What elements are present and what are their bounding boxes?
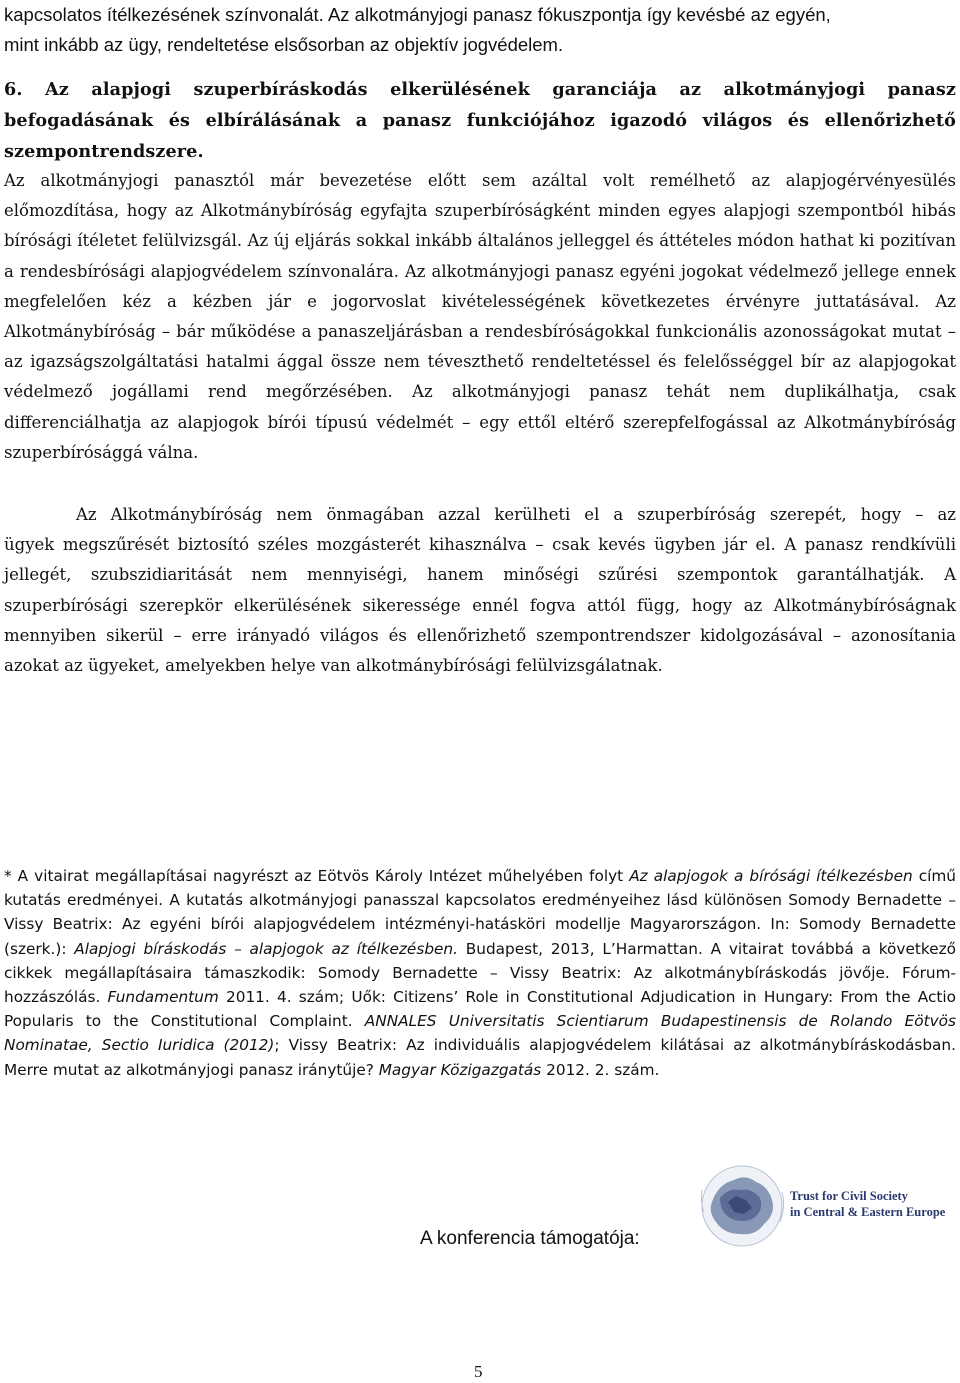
lead-line-2: mint inkább az ügy, rendeltetése elsősorban az objektív jogvédelem. — [4, 34, 564, 55]
footnote-text-2: című kutatás eredményei. A kutatás alkotmányjogi panasszal kapcsolatos eredményeihez lásd különösen Somody Bernadette – Vissy Beatrix: Az egyéni bírói alapjogvédelem intézményi-hatásköri modellje Magyarországon. In: Somody Bernadette (szerk.): — [4, 867, 956, 958]
logo-text — [790, 1188, 945, 1220]
footnote — [4, 864, 956, 1082]
footnote-italic-1: Az alapjogok a bírósági ítélkezésben — [629, 867, 913, 885]
footnote-text-4: 2011. 4. szám; Uők: Citizens’ Role in Constitutional Adjudication in Hungary: From the Actio Popularis to the Constitutional Complaint. — [4, 988, 956, 1031]
footnote-italic-5: Magyar Közigazgatás — [378, 1060, 542, 1079]
paragraph-2 — [4, 500, 956, 681]
footnote-italic-3: Fundamentum — [107, 988, 219, 1007]
logo-line-1: Trust for Civil Society — [790, 1189, 908, 1203]
lead-line-1: kapcsolatos ítélkezésének színvonalát. Az alkotmányjogi panasz fókuszpontja így kevésbé az egyén, — [4, 4, 831, 25]
logo-line-2: in Central & Eastern Europe — [790, 1205, 946, 1219]
section-heading: 6. Az alapjogi szuperbíráskodás elkerülésének garanciája az alkotmányjogi panasz befogadásának és elbírálásának a panasz funkciójához igazodó világos és ellenőrizhető szempontrendszere. — [4, 79, 956, 162]
footnote-italic-4: ANNALES Universitatis Scientiarum Budapestinensis de Rolando Eötvös Nominatae, Sectio Iuridica (2012) — [4, 1012, 956, 1055]
footnote-text-5: ; Vissy Beatrix: Az individuális alapjogvédelem kilátásai az alkotmánybíráskodásban. Merre mutat az alkotmányjogi panasz iránytűje? — [4, 1036, 956, 1079]
lead-text — [4, 0, 956, 60]
sponsor-label: A konferencia támogatója: — [420, 1228, 640, 1249]
footnote-italic-2: Alapjogi bíráskodás – alapjogok az ítélkezésben. — [74, 939, 458, 958]
footnote-text-6: 2012. 2. szám. — [541, 1060, 660, 1079]
page-number: 5 — [474, 1362, 483, 1381]
paragraph-1: Az alkotmányjogi panasztól már bevezetése előtt sem azáltal volt remélhető az alapjogérvényesülés előmozdítása, hogy az Alkotmánybíróság egyfajta szuperbíróságként minden egyes alapjogi szempontból hibás bírósági ítéletet felülvizsgál. Az új eljárás sokkal inkább általános jelleggel és áttételes módon hathat ki pozitívan a rendesbírósági alapjogvédelem színvonalára. Az alkotmányjogi panasz egyéni jogokat védelmező jellege ennek megfelelően kéz a kézben jár e jogorvoslat kivételességének következetes érvényre juttatásával. Az Alkotmánybíróság – bár működése a panaszeljárásban a rendesbíróságokkal funkcionális azonosságokat mutat – az igazságszolgáltatási hatalmi ággal össze nem téveszthető rendeltetéssel és felelősséggel bír az alapjogokat védelmező jogállami rend megőrzésében. Az alkotmányjogi panasz tehát nem duplikálhatja, csak differenciálhatja az alapjogok bírói típusú védelmét – egy ettől eltérő szerepfelfogással az Alkotmánybíróság szuperbírósággá válna. — [4, 171, 956, 462]
footnote-text-1: * A vitairat megállapításai nagyrészt az Eötvös Károly Intézet műhelyében folyt — [4, 867, 630, 885]
paragraph-2-body: ügyek megszűrését biztosító széles mozgásterét kihasználva – csak kevés ügyben jár el. A panasz rendkívüli jellegét, szubszidiaritását nem mennyiségi, hanem minőségi szűrési szempontok garantálhatják. A szuperbírósági szerepkör elkerülésének sikeressége ennél fogva attól függ, hogy az Alkotmánybíróságnak mennyiben sikerül – erre irányadó világos és ellenőrizhető szempontrendszer kidolgozásával – azonosítania azokat az ügyeket, amelyekben helye van alkotmánybírósági felülvizsgálatnak. — [4, 535, 956, 676]
footnote-text-3: Budapest, 2013, L’Harmattan. A vitairat továbbá a következő cikkek megállapításaira támaszkodik: Somody Bernadette – Vissy Beatrix: Az alkotmánybíráskodás jövője. Fórum-hozzászólás. — [4, 939, 956, 1007]
map-icon — [701, 1166, 783, 1246]
paragraph-2-first-line: Az Alkotmánybíróság nem önmagában azzal kerülheti el a szuperbíróság szerepét, hogy – az — [76, 505, 956, 524]
